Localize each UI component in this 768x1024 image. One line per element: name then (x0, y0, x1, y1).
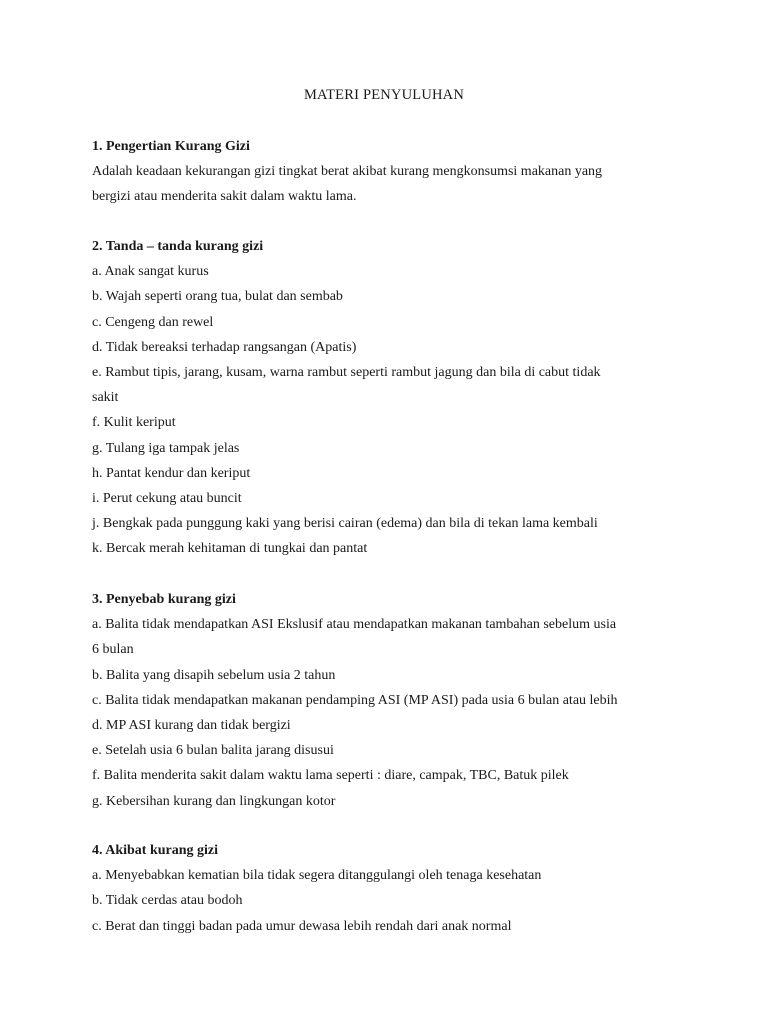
list-item: b. Tidak cerdas atau bodoh (92, 893, 243, 909)
list-item: h. Pantat kendur dan keriput (92, 465, 251, 481)
list-item: f. Kulit keriput (92, 415, 176, 431)
section-heading: 1. Pengertian Kurang Gizi (92, 139, 250, 154)
list-item: b. Balita yang disapih sebelum usia 2 tahun (92, 667, 336, 683)
list-item: c. Balita tidak mendapatkan makanan pendamping ASI (MP ASI) pada usia 6 bulan atau lebih (92, 692, 618, 708)
list-item: f. Balita menderita sakit dalam waktu lama seperti : diare, campak, TBC, Batuk pilek (92, 768, 569, 784)
section-heading: 3. Penyebab kurang gizi (92, 592, 236, 607)
list-item: i. Perut cekung atau buncit (92, 491, 242, 507)
list-item: g. Tulang iga tampak jelas (92, 440, 240, 456)
paragraph-line: bergizi atau menderita sakit dalam waktu lama. (92, 189, 357, 205)
list-item: d. Tidak bereaksi terhadap rangsangan (Apatis) (92, 339, 357, 355)
section-tanda (92, 234, 692, 562)
list-item: b. Wajah seperti orang tua, bulat dan sembab (92, 289, 343, 305)
list-item: k. Bercak merah kehitaman di tungkai dan pantat (92, 541, 368, 557)
paragraph-line: Adalah keadaan kekurangan gizi tingkat berat akibat kurang mengkonsumsi makanan yang (92, 164, 603, 180)
list-item-continuation: 6 bulan (92, 642, 134, 658)
list-item: d. MP ASI kurang dan tidak bergizi (92, 718, 291, 734)
list-item: c. Berat dan tinggi badan pada umur dewasa lebih rendah dari anak normal (92, 918, 512, 934)
list-item: a. Balita tidak mendapatkan ASI Ekslusif atau mendapatkan makanan tambahan sebelum usia (92, 617, 617, 633)
list-item: g. Kebersihan kurang dan lingkungan kotor (92, 793, 336, 809)
section-akibat (92, 838, 692, 939)
section-heading: 2. Tanda – tanda kurang gizi (92, 239, 264, 254)
document-title: MATERI PENYULUHAN (303, 87, 465, 103)
list-item-continuation: sakit (92, 390, 119, 406)
list-item: a. Menyebabkan kematian bila tidak segera ditanggulangi oleh tenaga kesehatan (92, 868, 542, 884)
list-item: j. Bengkak pada punggung kaki yang berisi cairan (edema) dan bila di tekan lama kembali (92, 516, 598, 532)
section-heading: 4. Akibat kurang gizi (92, 843, 219, 858)
list-item: e. Setelah usia 6 bulan balita jarang disusui (92, 743, 334, 759)
list-item: c. Cengeng dan rewel (92, 314, 214, 330)
list-item: a. Anak sangat kurus (92, 264, 209, 280)
section-pengertian (92, 134, 692, 210)
section-penyebab (92, 587, 692, 814)
list-item: e. Rambut tipis, jarang, kusam, warna rambut seperti rambut jagung dan bila di cabut tidak (92, 365, 601, 381)
